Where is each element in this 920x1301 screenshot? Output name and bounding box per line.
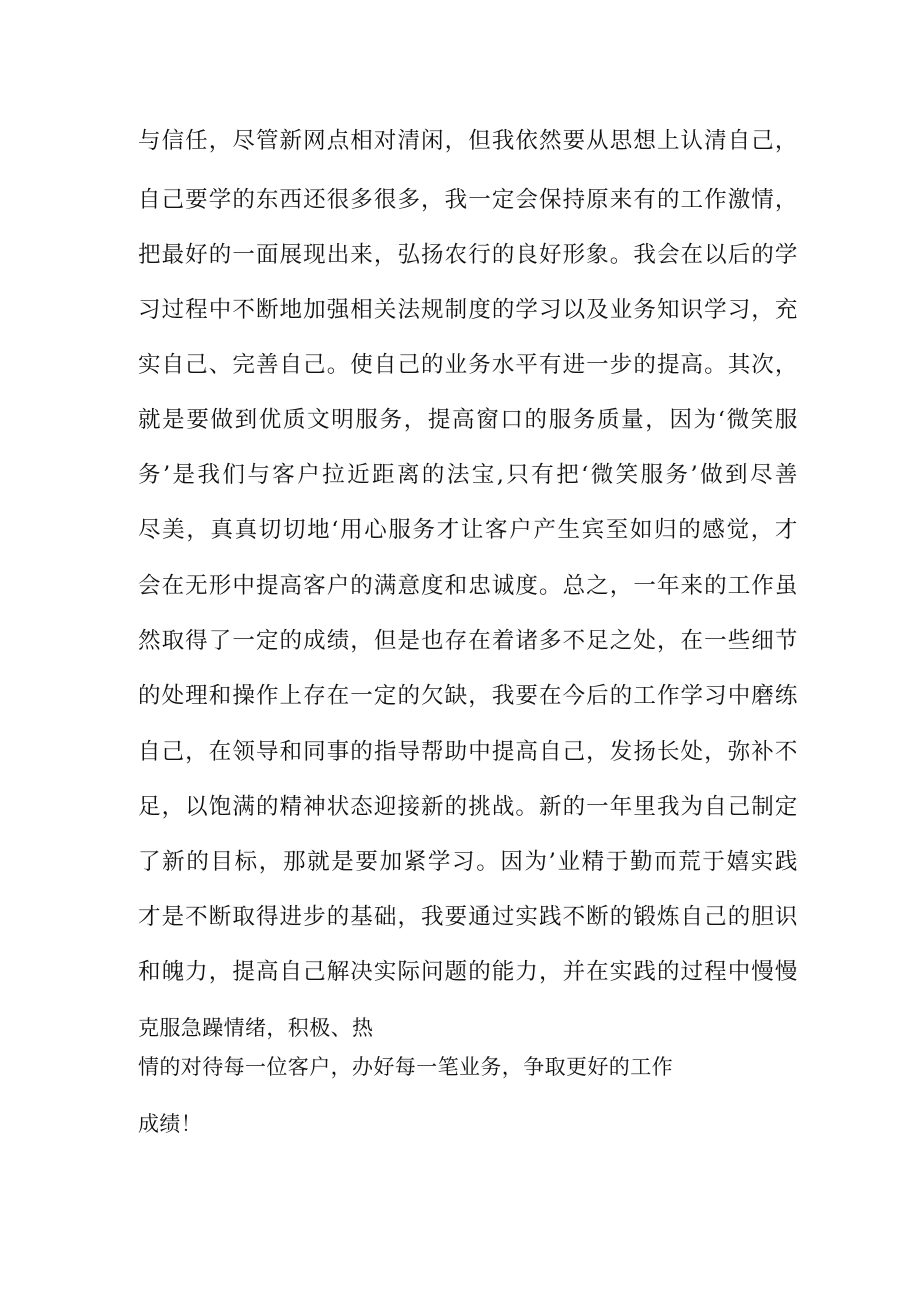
paragraph-line: 务’是我们与客户拉近距离的法宝,只有把‘微笑服务’做到尽善: [138, 462, 798, 488]
paragraph-line: 习过程中不断地加强相关法规制度的学习以及业务知识学习，充: [138, 297, 798, 323]
paragraph-line: 的处理和操作上存在一定的欠缺，我要在今后的工作学习中磨练: [138, 683, 798, 709]
paragraph-line: 才是不断取得进步的基础，我要通过实践不断的锻炼自己的胆识: [138, 904, 798, 930]
paragraph-line: 把最好的一面展现出来，弘扬农行的良好形象。我会在以后的学: [138, 242, 798, 268]
paragraph-line: 自己要学的东西还很多很多，我一定会保持原来有的工作激情，: [138, 187, 798, 213]
paragraph-line: 尽美，真真切切地‘用心服务才让客户产生宾至如归的感觉，才: [138, 517, 798, 543]
paragraph-line: 与信任，尽管新网点相对清闲，但我依然要从思想上认清自己，: [138, 128, 798, 154]
paragraph-line: 和魄力，提高自己解决实际问题的能力，并在实践的过程中慢慢: [138, 959, 798, 985]
paragraph-line: 自己，在领导和同事的指导帮助中提高自己，发扬长处，弥补不: [138, 739, 798, 765]
paragraph-line: 会在无形中提高客户的满意度和忠诚度。总之，一年来的工作虽: [138, 573, 798, 599]
paragraph-line: 然取得了一定的成绩，但是也存在着诸多不足之处，在一些细节: [138, 628, 798, 654]
paragraph-line: 克服急躁情绪，积极、热: [138, 1016, 374, 1040]
paragraph-line: 成绩！: [138, 1112, 203, 1136]
paragraph-line: 就是要做到优质文明服务，提高窗口的服务质量，因为‘微笑服: [138, 407, 798, 433]
paragraph-line: 了新的目标，那就是要加紧学习。因为’业精于勤而荒于嬉实践: [138, 849, 798, 875]
paragraph-line: 足，以饱满的精神状态迎接新的挑战。新的一年里我为自己制定: [138, 794, 798, 820]
paragraph-line: 实自己、完善自己。使自己的业务水平有进一步的提高。其次，: [138, 352, 798, 378]
paragraph-line: 情的对待每一位客户，办好每一笔业务，争取更好的工作: [138, 1055, 673, 1079]
